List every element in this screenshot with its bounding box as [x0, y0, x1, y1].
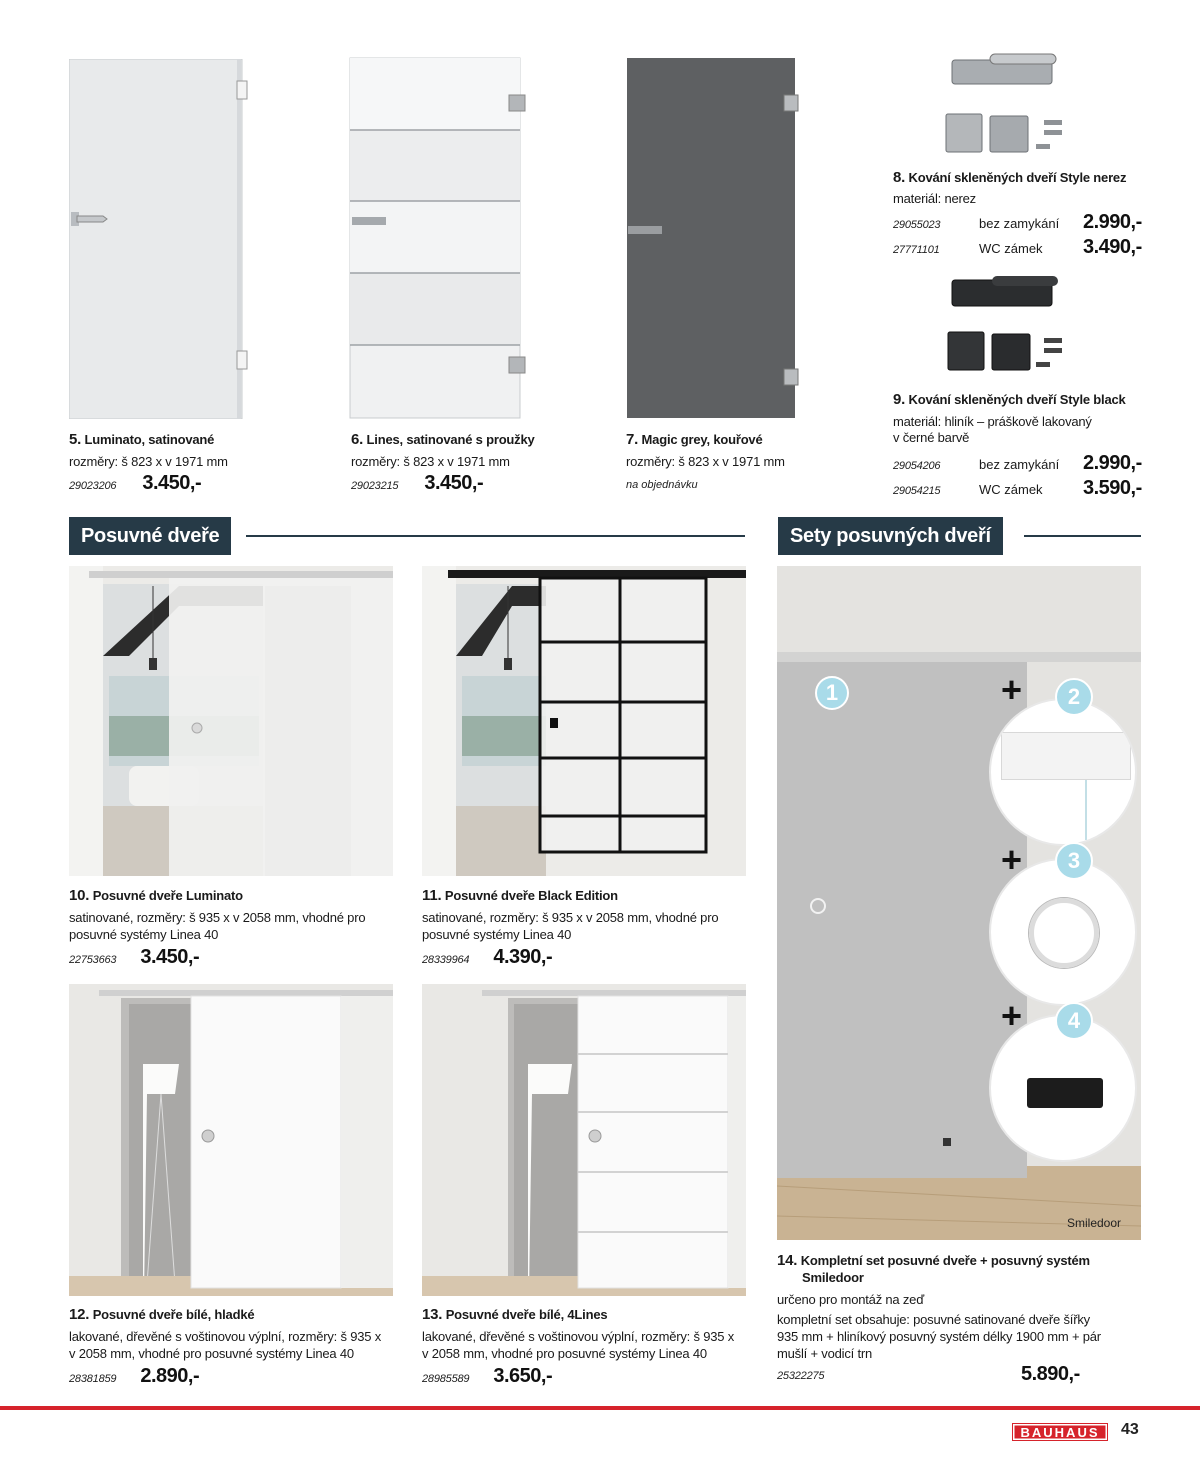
step-badge-2: 2	[1055, 678, 1093, 716]
detail-circle-handle	[989, 858, 1137, 1006]
plus-icon: +	[1001, 669, 1023, 710]
product-title: 5. Luminato, satinované	[69, 431, 215, 448]
product-description: v 2058 mm, vhodné pro posuvné systémy Linea 40	[69, 1346, 354, 1361]
section-heading-door-sets: Sety posuvných dveří	[778, 517, 1003, 555]
section-divider	[1024, 535, 1141, 537]
product-title: 6. Lines, satinované s proužky	[351, 431, 535, 448]
product-image-sliding-luminato	[69, 566, 393, 876]
product-image-sliding-black-edition	[422, 566, 746, 876]
page-number: 43	[1121, 1421, 1139, 1438]
product-note: na objednávku	[626, 479, 698, 491]
section-heading-sliding-doors: Posuvné dveře	[69, 517, 231, 555]
product-description: rozměry: š 823 x v 1971 mm	[69, 454, 228, 469]
step-badge-3: 3	[1055, 842, 1093, 880]
product-description: satinované, rozměry: š 935 x v 2058 mm, vhodné pro	[69, 910, 366, 925]
product-price: 4.390,-	[493, 946, 553, 968]
detail-circle-rail	[989, 698, 1137, 846]
product-description: materiál: nerez	[893, 191, 976, 206]
product-image-luminato	[69, 59, 249, 419]
product-title: 14. Kompletní set posuvné dveře + posuvný systém	[777, 1252, 1090, 1269]
product-description: rozměry: š 823 x v 1971 mm	[626, 454, 785, 469]
product-sku: 25322275	[777, 1370, 825, 1382]
footer-bar	[0, 1406, 1200, 1410]
product-description: určeno pro montáž na zeď	[777, 1292, 924, 1307]
product-title-line2: Smiledoor	[802, 1270, 864, 1285]
product-sku: 28985589	[422, 1373, 470, 1385]
product-price: 2.890,-	[140, 1365, 200, 1387]
product-price: 5.890,-	[1021, 1363, 1080, 1385]
product-image-hardware-black	[940, 270, 1070, 385]
product-sku: 28381859	[69, 1373, 117, 1385]
product-description: materiál: hliník – práškově lakovaný	[893, 414, 1092, 429]
plus-icon: +	[1001, 839, 1023, 880]
product-description: kompletní set obsahuje: posuvné satinované dveře šířky	[777, 1312, 1090, 1327]
plus-icon: +	[1001, 995, 1023, 1036]
product-price: 3.450,-	[140, 946, 200, 968]
brand-caption: Smiledoor	[1067, 1216, 1122, 1230]
product-description: 935 mm + hliníkový posuvný systém délky 1900 mm + pár	[777, 1329, 1101, 1344]
product-sku: 22753663	[69, 954, 117, 966]
product-title: 7. Magic grey, kouřové	[626, 431, 763, 448]
product-price: 3.650,-	[493, 1365, 553, 1387]
product-title: 12. Posuvné dveře bílé, hladké	[69, 1306, 255, 1323]
product-image-sliding-white-smooth	[69, 984, 393, 1296]
spec-row: 29055023 bez zamykání 2.990,-	[893, 211, 1142, 233]
product-image-hardware-steel	[940, 50, 1070, 165]
product-image-magic-grey	[626, 57, 804, 419]
product-description: rozměry: š 823 x v 1971 mm	[351, 454, 510, 469]
product-sku: 28339964	[422, 954, 470, 966]
product-title: 8. Kování skleněných dveří Style nerez	[893, 169, 1127, 186]
product-sku: 29023215	[351, 480, 399, 492]
section-divider	[246, 535, 745, 537]
product-title: 11. Posuvné dveře Black Edition	[422, 887, 618, 904]
step-badge-4: 4	[1055, 1002, 1093, 1040]
product-image-sliding-white-4lines	[422, 984, 746, 1296]
product-image-lines	[349, 57, 531, 419]
spec-row: 29054206 bez zamykání 2.990,-	[893, 452, 1142, 474]
product-description: v černé barvě	[893, 430, 970, 445]
product-image-smiledoor-set	[777, 566, 1141, 1240]
spec-row: 29054215 WC zámek 3.590,-	[893, 477, 1142, 499]
product-title: 10. Posuvné dveře Luminato	[69, 887, 243, 904]
product-description: mušlí + vodicí trn	[777, 1346, 873, 1361]
spec-row: 27771101 WC zámek 3.490,-	[893, 236, 1142, 258]
product-price: 3.450,-	[424, 472, 484, 494]
product-description: posuvné systémy Linea 40	[422, 927, 572, 942]
product-description: posuvné systémy Linea 40	[69, 927, 219, 942]
product-description: satinované, rozměry: š 935 x v 2058 mm, vhodné pro	[422, 910, 719, 925]
product-title: 9. Kování skleněných dveří Style black	[893, 391, 1126, 408]
product-price: 3.450,-	[142, 472, 202, 494]
product-description: lakované, dřevěné s voštinovou výplní, rozměry: š 935 x	[69, 1329, 381, 1344]
product-description: lakované, dřevěné s voštinovou výplní, rozměry: š 935 x	[422, 1329, 734, 1344]
product-sku: 29023206	[69, 480, 117, 492]
step-badge-1: 1	[815, 676, 849, 710]
product-title: 13. Posuvné dveře bílé, 4Lines	[422, 1306, 608, 1323]
product-description: v 2058 mm, vhodné pro posuvné systémy Linea 40	[422, 1346, 707, 1361]
bauhaus-logo: BAUHAUS	[1012, 1423, 1108, 1441]
